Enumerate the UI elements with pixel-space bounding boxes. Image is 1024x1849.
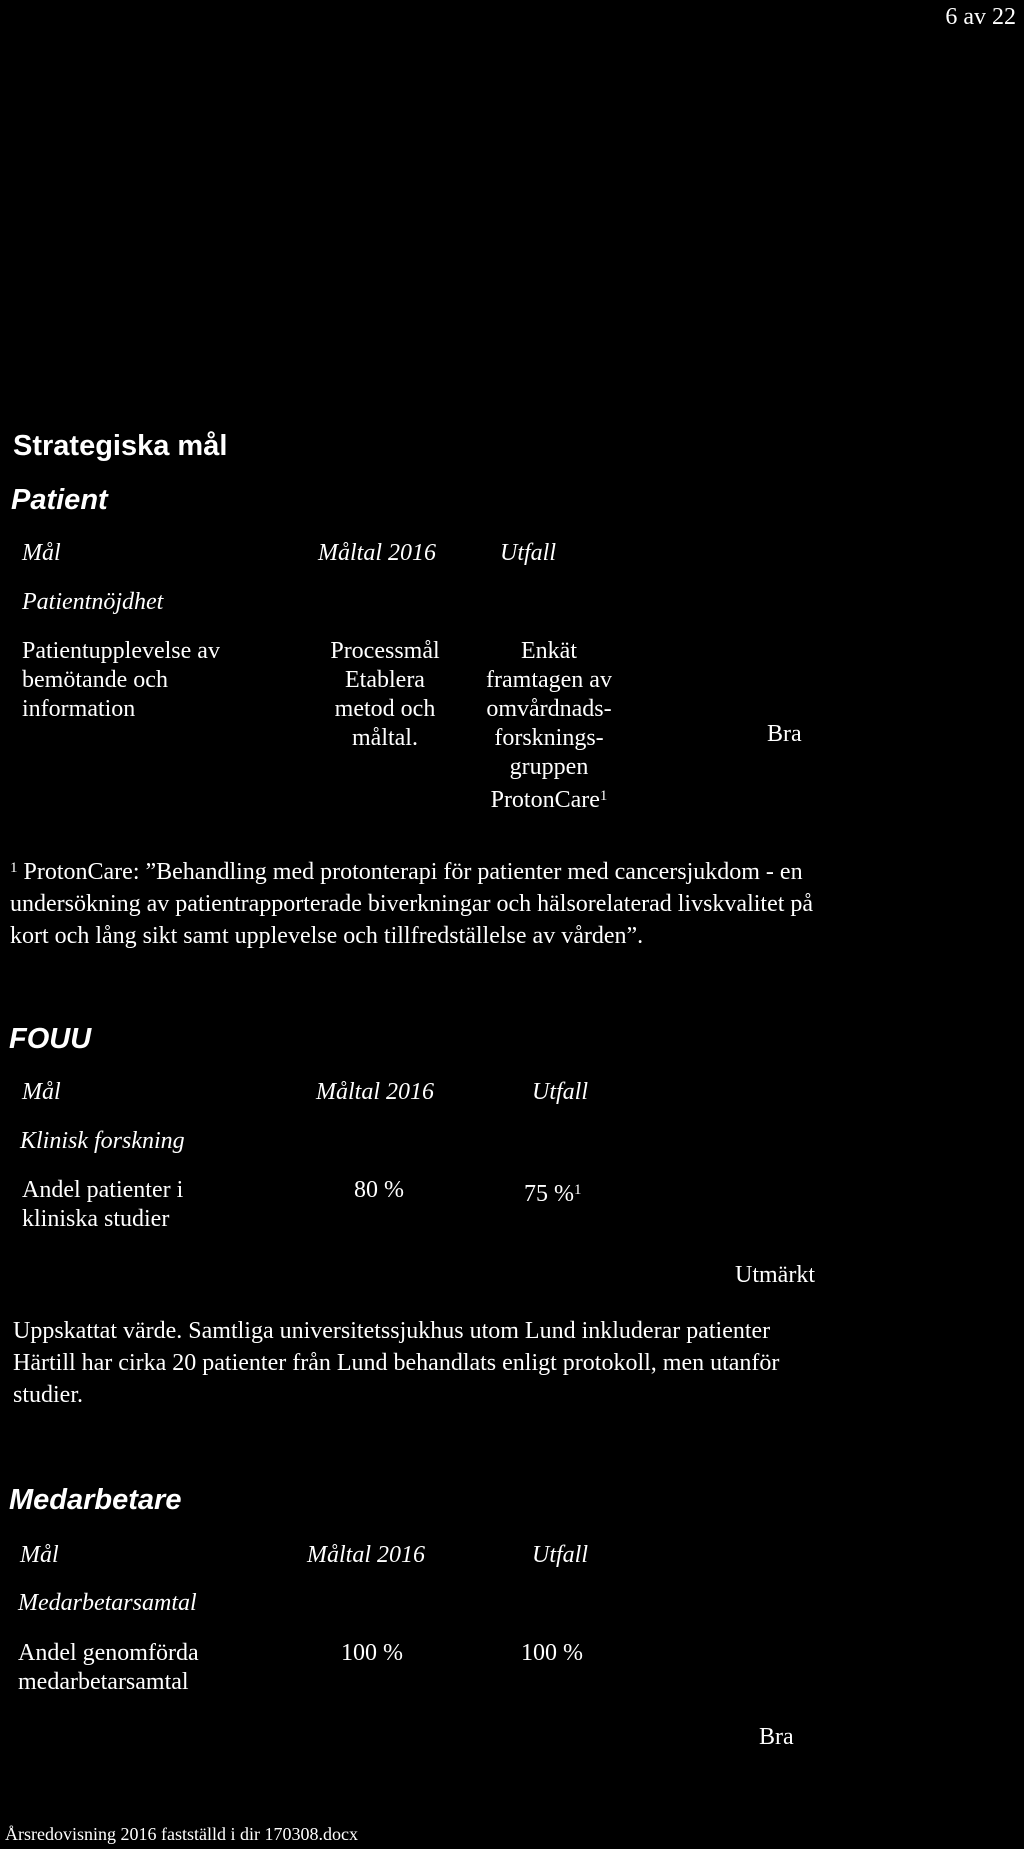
assessment-text: Bra (767, 721, 802, 747)
subheading-medarbetarsamtal: Medarbetarsamtal (18, 1590, 197, 1616)
goal-text: Andel patienter i kliniska studier (22, 1177, 184, 1232)
section-title-patient: Patient (11, 484, 108, 516)
col-header-maltal: Måltal 2016 (316, 1079, 434, 1105)
footer-filename: Årsredovisning 2016 fastställd i dir 170308.docx (5, 1824, 358, 1844)
outcome-value: 100 % (521, 1640, 583, 1666)
outcome-value: 75 %$^1$ (524, 1181, 582, 1207)
subheading-klinisk-forskning: Klinisk forskning (20, 1128, 185, 1154)
col-header-mal: Mål (22, 540, 61, 566)
page-number: 6 av 22 (945, 4, 1016, 30)
goal-text: Patientupplevelse av bemötande och information (22, 638, 220, 722)
target-value: 80 % (354, 1177, 404, 1203)
section-title-medarbetare: Medarbetare (9, 1484, 182, 1516)
assessment-text: Bra (759, 1724, 794, 1750)
col-header-maltal: Måltal 2016 (307, 1542, 425, 1568)
assessment-text: Utmärkt (735, 1262, 815, 1288)
col-header-utfall: Utfall (500, 540, 557, 566)
footnote: $^1$ ProtonCare: ”Behandling med protonterapi för patienter med cancersjukdom - en undersökning av patientrapporterade biverkningar och hälsorelaterad livskvalitet på kort och lång sikt samt upplevelse och tillfredställelse av vården”. (10, 859, 814, 949)
outcome-text: Enkät framtagen av omvårdnads- forsknings- gruppen ProtonCare$^1$ (486, 638, 612, 813)
section-title-fouu: FOUU (9, 1023, 92, 1055)
col-header-utfall: Utfall (532, 1079, 589, 1105)
goal-text: Andel genomförda medarbetarsamtal (18, 1640, 199, 1695)
col-header-mal: Mål (22, 1079, 61, 1105)
col-header-maltal: Måltal 2016 (318, 540, 436, 566)
target-text: Processmål Etablera metod och måltal. (330, 638, 440, 751)
col-header-mal: Mål (20, 1542, 59, 1568)
note-text: Uppskattat värde. Samtliga universitetssjukhus utom Lund inkluderar patienter Härtill har cirka 20 patienter från Lund behandlats enligt protokoll, men utanför studier. (13, 1318, 780, 1408)
page-title: Strategiska mål (13, 430, 228, 462)
subheading-patientnojdhet: Patientnöjdhet (22, 589, 164, 615)
col-header-utfall: Utfall (532, 1542, 589, 1568)
target-value: 100 % (341, 1640, 403, 1666)
